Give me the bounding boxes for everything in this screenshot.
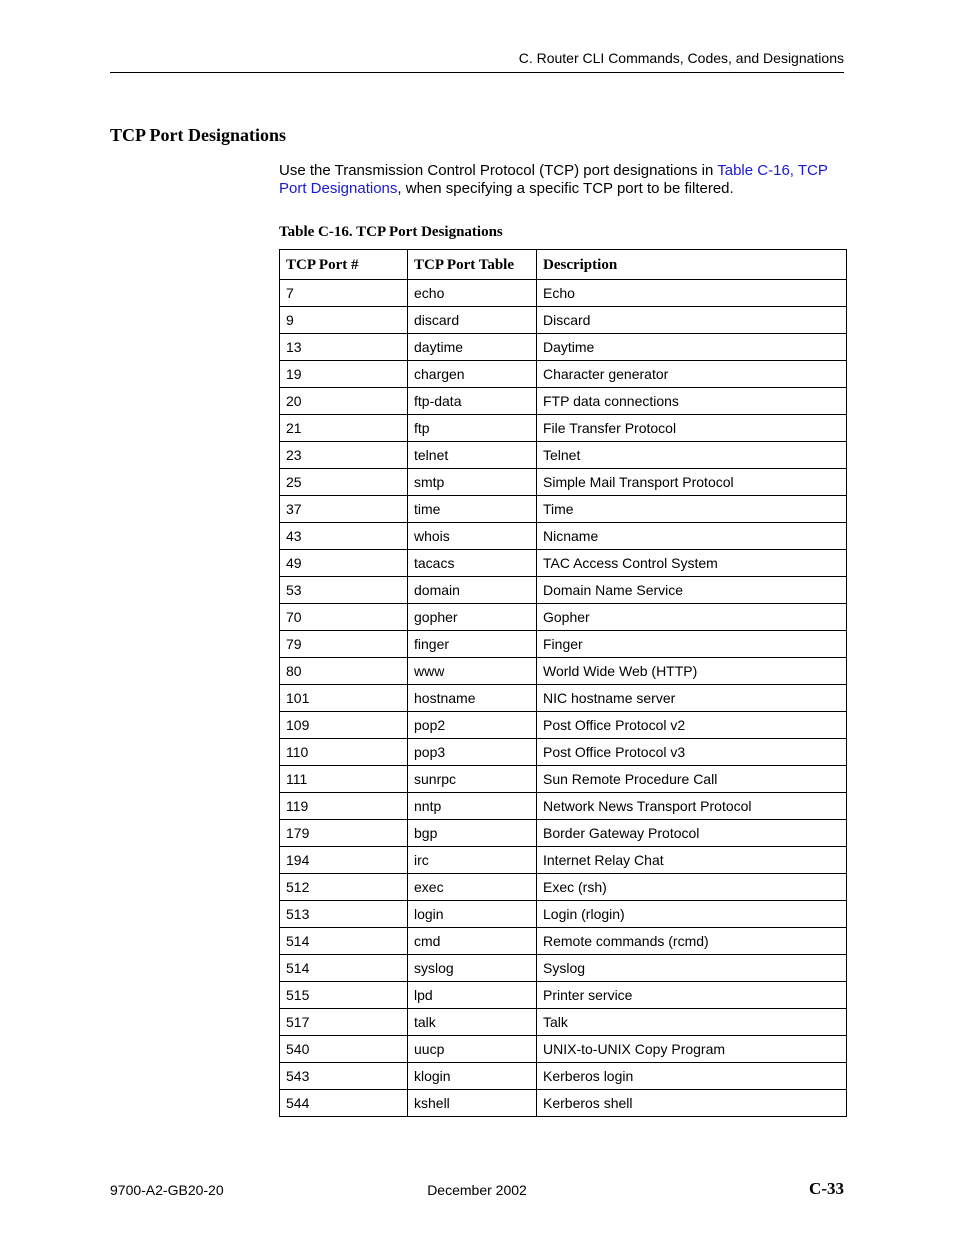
- table-row: [280, 901, 847, 928]
- cell-port: 53: [280, 577, 408, 604]
- table-caption: Table C-16. TCP Port Designations: [279, 224, 503, 240]
- cell-description: TAC Access Control System: [537, 550, 847, 577]
- cell-port: 20: [280, 388, 408, 415]
- table-row: [280, 307, 847, 334]
- cell-port: 517: [280, 1009, 408, 1036]
- intro-paragraph: [279, 162, 845, 198]
- cell-description: Printer service: [537, 982, 847, 1009]
- cell-port-table: kshell: [408, 1090, 537, 1117]
- cell-port-table: login: [408, 901, 537, 928]
- cell-port-table: ftp-data: [408, 388, 537, 415]
- cell-port: 7: [280, 280, 408, 307]
- table-row: [280, 847, 847, 874]
- cell-port: 514: [280, 928, 408, 955]
- table-row: [280, 739, 847, 766]
- cell-description: Finger: [537, 631, 847, 658]
- doc-number: 9700-A2-GB20-20: [110, 1182, 224, 1198]
- cell-description: Telnet: [537, 442, 847, 469]
- cell-description: Talk: [537, 1009, 847, 1036]
- table-row: [280, 631, 847, 658]
- cell-description: Post Office Protocol v3: [537, 739, 847, 766]
- table-row: [280, 874, 847, 901]
- cell-description: Exec (rsh): [537, 874, 847, 901]
- cell-port-table: pop2: [408, 712, 537, 739]
- cell-description: Gopher: [537, 604, 847, 631]
- cell-port: 79: [280, 631, 408, 658]
- tcp-port-table: [279, 249, 847, 1117]
- cell-port: 540: [280, 1036, 408, 1063]
- cell-description: Daytime: [537, 334, 847, 361]
- cell-port-table: bgp: [408, 820, 537, 847]
- cell-description: Echo: [537, 280, 847, 307]
- cell-port-table: daytime: [408, 334, 537, 361]
- table-row: [280, 793, 847, 820]
- table-row: [280, 334, 847, 361]
- cell-description: NIC hostname server: [537, 685, 847, 712]
- cell-description: Internet Relay Chat: [537, 847, 847, 874]
- cell-port: 80: [280, 658, 408, 685]
- table-row: [280, 550, 847, 577]
- cell-port: 101: [280, 685, 408, 712]
- cell-port-table: pop3: [408, 739, 537, 766]
- cell-description: Nicname: [537, 523, 847, 550]
- table-c16-link[interactable]: Table C-16, TCP Port Designations: [279, 162, 828, 197]
- table-row: [280, 685, 847, 712]
- cell-description: Network News Transport Protocol: [537, 793, 847, 820]
- cell-port: 544: [280, 1090, 408, 1117]
- cell-port: 70: [280, 604, 408, 631]
- cell-port-table: discard: [408, 307, 537, 334]
- table-row: [280, 1036, 847, 1063]
- cell-description: Kerberos login: [537, 1063, 847, 1090]
- table-row: [280, 496, 847, 523]
- table-row: [280, 820, 847, 847]
- cell-port: 109: [280, 712, 408, 739]
- cell-description: Sun Remote Procedure Call: [537, 766, 847, 793]
- table-row: [280, 361, 847, 388]
- footer-date: December 2002: [427, 1182, 527, 1198]
- cell-port-table: lpd: [408, 982, 537, 1009]
- cell-port: 49: [280, 550, 408, 577]
- cell-port: 179: [280, 820, 408, 847]
- cell-port-table: time: [408, 496, 537, 523]
- cell-port: 514: [280, 955, 408, 982]
- cell-port: 19: [280, 361, 408, 388]
- table-row: [280, 982, 847, 1009]
- cell-port-table: echo: [408, 280, 537, 307]
- cell-port: 110: [280, 739, 408, 766]
- table-row: [280, 280, 847, 307]
- table-body: [280, 280, 847, 1117]
- cell-port-table: domain: [408, 577, 537, 604]
- cell-description: Simple Mail Transport Protocol: [537, 469, 847, 496]
- table-row: [280, 523, 847, 550]
- cell-description: UNIX-to-UNIX Copy Program: [537, 1036, 847, 1063]
- cell-port-table: sunrpc: [408, 766, 537, 793]
- column-header-description: Description: [537, 250, 847, 280]
- table-row: [280, 1090, 847, 1117]
- cell-description: Domain Name Service: [537, 577, 847, 604]
- cell-port-table: talk: [408, 1009, 537, 1036]
- cell-port-table: chargen: [408, 361, 537, 388]
- cell-description: Syslog: [537, 955, 847, 982]
- cell-port-table: irc: [408, 847, 537, 874]
- cell-port-table: smtp: [408, 469, 537, 496]
- cell-port-table: klogin: [408, 1063, 537, 1090]
- table-row: [280, 604, 847, 631]
- cell-description: Post Office Protocol v2: [537, 712, 847, 739]
- table-row: [280, 1063, 847, 1090]
- table-row: [280, 1009, 847, 1036]
- cell-port-table: www: [408, 658, 537, 685]
- cell-port: 512: [280, 874, 408, 901]
- cell-port-table: syslog: [408, 955, 537, 982]
- cell-port: 194: [280, 847, 408, 874]
- cell-port: 25: [280, 469, 408, 496]
- table-row: [280, 955, 847, 982]
- cell-description: Kerberos shell: [537, 1090, 847, 1117]
- cell-description: FTP data connections: [537, 388, 847, 415]
- cell-port-table: gopher: [408, 604, 537, 631]
- cell-port-table: finger: [408, 631, 537, 658]
- table-row: [280, 766, 847, 793]
- cell-port-table: whois: [408, 523, 537, 550]
- cell-port: 515: [280, 982, 408, 1009]
- cell-port: 37: [280, 496, 408, 523]
- cell-port-table: tacacs: [408, 550, 537, 577]
- cell-port: 543: [280, 1063, 408, 1090]
- cell-description: File Transfer Protocol: [537, 415, 847, 442]
- table-row: [280, 469, 847, 496]
- header-rule: [110, 72, 844, 73]
- cell-port: 43: [280, 523, 408, 550]
- cell-port-table: exec: [408, 874, 537, 901]
- table-row: [280, 415, 847, 442]
- table-header-row: [280, 250, 847, 280]
- cell-port: 13: [280, 334, 408, 361]
- cell-port: 513: [280, 901, 408, 928]
- cell-port: 21: [280, 415, 408, 442]
- cell-port-table: telnet: [408, 442, 537, 469]
- running-head: C. Router CLI Commands, Codes, and Designations: [518, 50, 844, 66]
- cell-description: Character generator: [537, 361, 847, 388]
- cell-port-table: uucp: [408, 1036, 537, 1063]
- cell-description: Discard: [537, 307, 847, 334]
- cell-port-table: hostname: [408, 685, 537, 712]
- table-row: [280, 577, 847, 604]
- cell-description: World Wide Web (HTTP): [537, 658, 847, 685]
- table-row: [280, 928, 847, 955]
- cell-port-table: nntp: [408, 793, 537, 820]
- cell-description: Login (rlogin): [537, 901, 847, 928]
- cell-port: 9: [280, 307, 408, 334]
- cell-description: Border Gateway Protocol: [537, 820, 847, 847]
- intro-text-after: , when specifying a specific TCP port to be filtered.: [397, 180, 734, 197]
- table-row: [280, 712, 847, 739]
- intro-text-before: Use the Transmission Control Protocol (TCP) port designations in: [279, 162, 718, 179]
- section-title: TCP Port Designations: [110, 125, 287, 145]
- column-header-port-table: TCP Port Table: [408, 250, 537, 280]
- table-row: [280, 388, 847, 415]
- cell-port-table: ftp: [408, 415, 537, 442]
- cell-description: Time: [537, 496, 847, 523]
- table-row: [280, 442, 847, 469]
- cell-port: 119: [280, 793, 408, 820]
- cell-description: Remote commands (rcmd): [537, 928, 847, 955]
- column-header-port: TCP Port #: [280, 250, 408, 280]
- table-row: [280, 658, 847, 685]
- cell-port: 23: [280, 442, 408, 469]
- page-number: C-33: [809, 1179, 844, 1198]
- cell-port-table: cmd: [408, 928, 537, 955]
- cell-port: 111: [280, 766, 408, 793]
